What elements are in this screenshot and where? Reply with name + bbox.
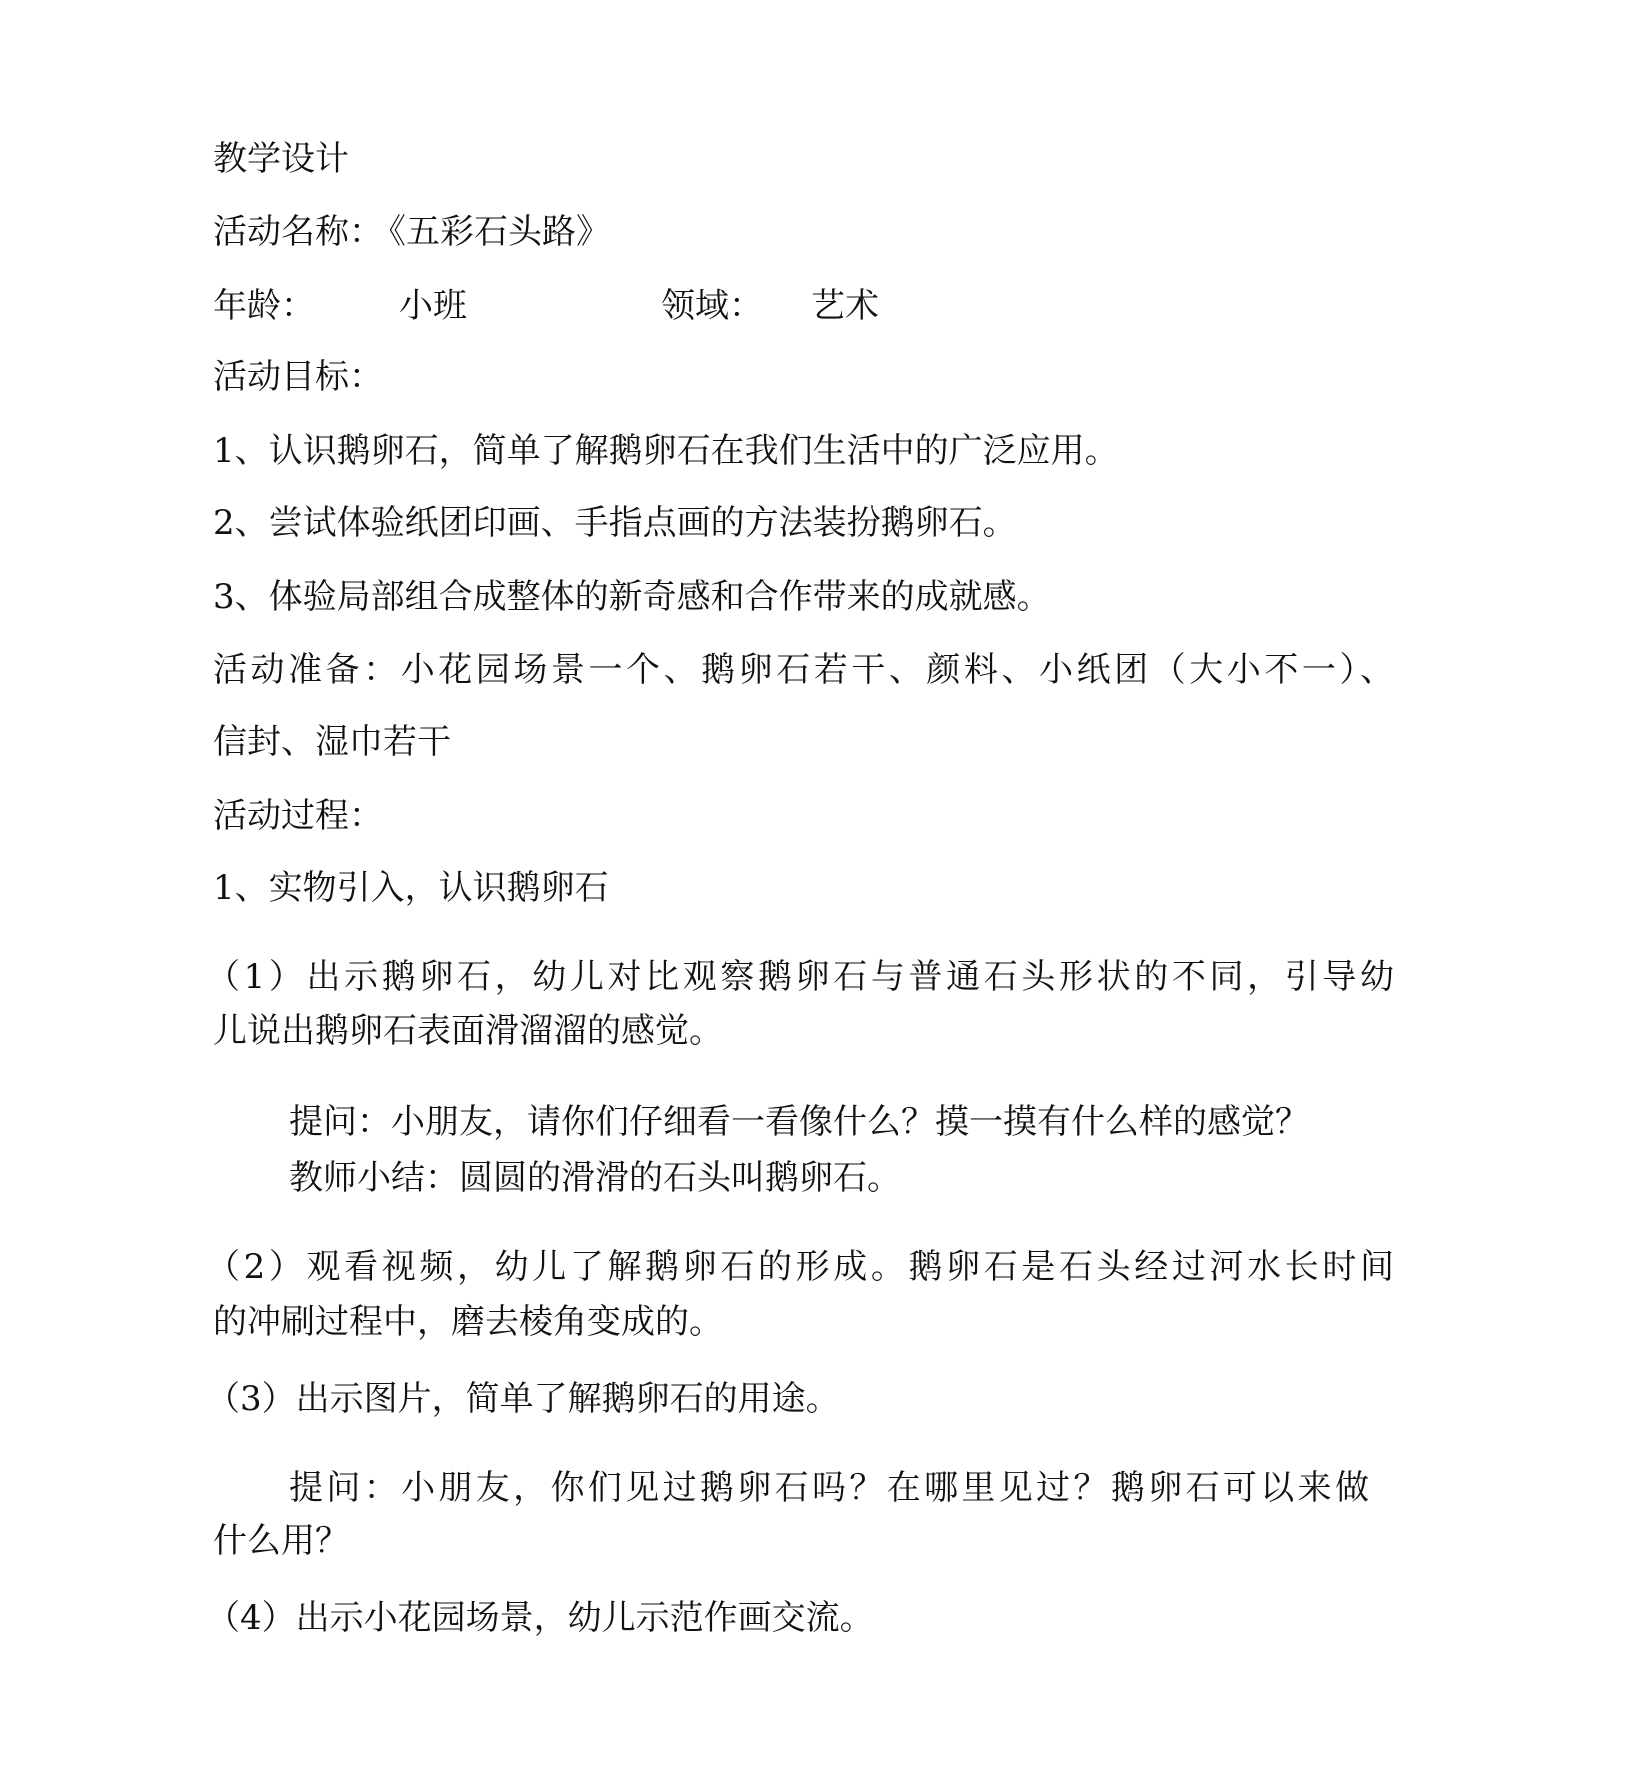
age-value: 小班: [399, 286, 467, 326]
activity-name-label: 活动名称：: [213, 212, 383, 252]
goals-label: 活动目标：: [213, 357, 383, 397]
paragraph-line: （3）出示图片，简单了解鹅卵石的用途。: [206, 1379, 840, 1419]
doc-title: 教学设计: [213, 139, 349, 179]
activity-name-value: 《五彩石头路》: [389, 212, 610, 252]
process-label: 活动过程：: [213, 796, 383, 836]
goal-item: 3、体验局部组合成整体的新奇感和合作带来的成就感。: [213, 577, 1051, 617]
activity-name: [213, 212, 610, 252]
question-line: 提问：小朋友，请你们仔细看一看像什么？摸一摸有什么样的感觉？: [289, 1102, 1309, 1142]
goal-item: 1、认识鹅卵石，简单了解鹅卵石在我们生活中的广泛应用。: [213, 431, 1119, 471]
preparation-line: 活动准备：小花园场景一个、鹅卵石若干、颜料、小纸团（大小不一）、: [213, 650, 1394, 690]
age-label: 年龄：: [213, 286, 315, 326]
step-heading: 1、实物引入，认识鹅卵石: [213, 868, 609, 908]
paragraph-line: （2）观看视频，幼儿了解鹅卵石的形成。鹅卵石是石头经过河水长时间: [206, 1247, 1394, 1287]
paragraph-line: （1）出示鹅卵石，幼儿对比观察鹅卵石与普通石头形状的不同，引导幼: [206, 957, 1394, 997]
summary-line: 教师小结：圆圆的滑滑的石头叫鹅卵石。: [289, 1158, 901, 1198]
domain-value: 艺术: [811, 286, 879, 326]
preparation-line: 信封、湿巾若干: [213, 722, 451, 762]
question-line: 什么用？: [213, 1521, 349, 1561]
domain-label: 领域：: [661, 286, 763, 326]
goal-item: 2、尝试体验纸团印画、手指点画的方法装扮鹅卵石。: [213, 503, 1017, 543]
paragraph-line: （4）出示小花园场景，幼儿示范作画交流。: [206, 1598, 874, 1638]
paragraph-line: 的冲刷过程中，磨去棱角变成的。: [213, 1302, 723, 1342]
paragraph-line: 儿说出鹅卵石表面滑溜溜的感觉。: [213, 1011, 723, 1051]
question-line: 提问：小朋友，你们见过鹅卵石吗？在哪里见过？鹅卵石可以来做: [289, 1468, 1369, 1508]
